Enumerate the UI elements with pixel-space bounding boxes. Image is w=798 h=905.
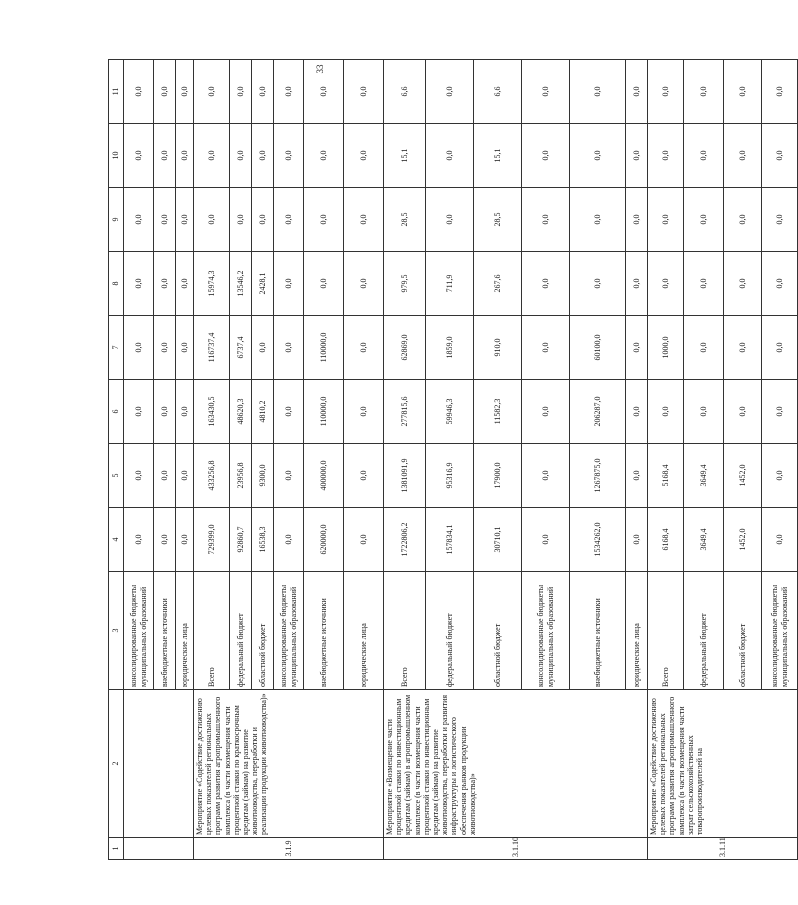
column-number: 4: [109, 508, 124, 572]
amount-cell: 0,0: [762, 252, 798, 316]
amount-cell: 1534262,0: [570, 508, 626, 572]
amount-cell: 0,0: [154, 124, 176, 188]
amount-cell: 0,0: [570, 188, 626, 252]
funding-source: внебюджетные источники: [570, 572, 626, 690]
amount-cell: 9300,0: [252, 444, 274, 508]
amount-cell: 5168,4: [648, 444, 684, 508]
amount-cell: 620000,0: [304, 508, 344, 572]
amount-cell: 1452,0: [724, 444, 762, 508]
amount-cell: 0,0: [724, 252, 762, 316]
amount-cell: 2428,1: [252, 252, 274, 316]
column-number: 2: [109, 690, 124, 838]
amount-cell: 0,0: [304, 252, 344, 316]
funding-source: областной бюджет: [252, 572, 274, 690]
amount-cell: 0,0: [626, 380, 648, 444]
amount-cell: 11582,3: [474, 380, 522, 444]
funding-source: федеральный бюджет: [684, 572, 724, 690]
funding-source: консолидированные бюджеты муниципальных образований: [274, 572, 304, 690]
amount-cell: 48620,3: [230, 380, 252, 444]
amount-cell: 28,5: [384, 188, 426, 252]
measure-name: Мероприятие «Содействие достижению целевых показателей региональных программ развития агропромышленного комплекса (в части возмещения части процентной ставки по краткосрочным кредитам (займам) на развитие животноводства, переработки и реализации продукции животноводства)»: [194, 690, 384, 838]
amount-cell: 0,0: [626, 188, 648, 252]
budget-table: [108, 59, 798, 860]
amount-cell: 1267875,0: [570, 444, 626, 508]
amount-cell: 0,0: [274, 188, 304, 252]
amount-cell: 0,0: [194, 60, 230, 124]
amount-cell: 0,0: [274, 124, 304, 188]
column-number-row: [109, 60, 124, 860]
amount-cell: 0,0: [684, 380, 724, 444]
amount-cell: 729399,0: [194, 508, 230, 572]
amount-cell: 0,0: [762, 380, 798, 444]
amount-cell: 1381091,9: [384, 444, 426, 508]
amount-cell: 0,0: [274, 444, 304, 508]
table-row: [384, 60, 426, 860]
amount-cell: 0,0: [344, 60, 384, 124]
amount-cell: 110000,0: [304, 316, 344, 380]
amount-cell: 0,0: [626, 252, 648, 316]
column-number: 5: [109, 444, 124, 508]
amount-cell: 17900,0: [474, 444, 522, 508]
funding-source: внебюджетные источники: [154, 572, 176, 690]
amount-cell: 16538,3: [252, 508, 274, 572]
amount-cell: 0,0: [344, 508, 384, 572]
amount-cell: 0,0: [274, 508, 304, 572]
amount-cell: 59946,3: [426, 380, 474, 444]
amount-cell: 116737,4: [194, 316, 230, 380]
amount-cell: 28,5: [474, 188, 522, 252]
amount-cell: 0,0: [626, 444, 648, 508]
amount-cell: 0,0: [724, 188, 762, 252]
amount-cell: 0,0: [724, 380, 762, 444]
amount-cell: 0,0: [426, 60, 474, 124]
amount-cell: 0,0: [176, 380, 194, 444]
amount-cell: 0,0: [230, 60, 252, 124]
amount-cell: 92860,7: [230, 508, 252, 572]
amount-cell: 0,0: [724, 316, 762, 380]
amount-cell: 0,0: [154, 252, 176, 316]
amount-cell: 0,0: [522, 380, 570, 444]
amount-cell: 0,0: [154, 316, 176, 380]
amount-cell: 711,9: [426, 252, 474, 316]
amount-cell: 0,0: [230, 188, 252, 252]
amount-cell: 0,0: [124, 444, 154, 508]
amount-cell: 0,0: [684, 316, 724, 380]
amount-cell: 110000,0: [304, 380, 344, 444]
funding-source: федеральный бюджет: [426, 572, 474, 690]
amount-cell: 0,0: [344, 444, 384, 508]
amount-cell: 163430,5: [194, 380, 230, 444]
measure-number: 3.1.9: [194, 838, 384, 860]
amount-cell: 0,0: [344, 252, 384, 316]
amount-cell: 0,0: [684, 60, 724, 124]
amount-cell: 267,6: [474, 252, 522, 316]
amount-cell: 979,5: [384, 252, 426, 316]
amount-cell: 0,0: [194, 188, 230, 252]
amount-cell: 433256,8: [194, 444, 230, 508]
amount-cell: 0,0: [762, 60, 798, 124]
funding-source: юридические лица: [344, 572, 384, 690]
amount-cell: 0,0: [648, 252, 684, 316]
amount-cell: 0,0: [252, 60, 274, 124]
amount-cell: 15,1: [384, 124, 426, 188]
column-number: 6: [109, 380, 124, 444]
table-row: [124, 60, 154, 860]
amount-cell: 0,0: [724, 124, 762, 188]
measure-name: Мероприятие «Возмещение части процентной ставки по инвестиционным кредитам (займам) в агропромышленном комплексе (в части возмещения части процентной ставки по инвестиционным кредитам (займам) на развитие животноводства, переработки и развития инфраструктуры и логистического обеспечения рынков продукции животноводства)»: [384, 690, 648, 838]
amount-cell: 0,0: [154, 60, 176, 124]
amount-cell: 0,0: [648, 188, 684, 252]
amount-cell: 0,0: [304, 124, 344, 188]
column-number: 10: [109, 124, 124, 188]
amount-cell: 0,0: [176, 252, 194, 316]
amount-cell: 0,0: [252, 188, 274, 252]
amount-cell: 1000,0: [648, 316, 684, 380]
amount-cell: 0,0: [522, 508, 570, 572]
amount-cell: 3649,4: [684, 508, 724, 572]
amount-cell: 0,0: [522, 444, 570, 508]
amount-cell: 0,0: [154, 380, 176, 444]
funding-source: консолидированные бюджеты муниципальных образований: [762, 572, 798, 690]
page-number: 33: [315, 64, 325, 74]
amount-cell: 0,0: [274, 252, 304, 316]
amount-cell: 0,0: [684, 188, 724, 252]
amount-cell: 0,0: [648, 60, 684, 124]
amount-cell: 0,0: [570, 252, 626, 316]
amount-cell: 0,0: [124, 60, 154, 124]
amount-cell: 0,0: [724, 60, 762, 124]
amount-cell: 23956,8: [230, 444, 252, 508]
amount-cell: 0,0: [626, 508, 648, 572]
funding-source: юридические лица: [626, 572, 648, 690]
amount-cell: 13546,2: [230, 252, 252, 316]
amount-cell: 0,0: [522, 316, 570, 380]
amount-cell: 0,0: [344, 380, 384, 444]
funding-source: консолидированные бюджеты муниципальных образований: [124, 572, 154, 690]
amount-cell: 0,0: [762, 508, 798, 572]
amount-cell: 0,0: [522, 124, 570, 188]
amount-cell: 0,0: [176, 444, 194, 508]
amount-cell: 0,0: [124, 188, 154, 252]
amount-cell: 0,0: [426, 188, 474, 252]
amount-cell: 0,0: [176, 60, 194, 124]
funding-source: областной бюджет: [724, 572, 762, 690]
amount-cell: 95316,9: [426, 444, 474, 508]
amount-cell: 0,0: [684, 124, 724, 188]
amount-cell: 0,0: [252, 124, 274, 188]
amount-cell: 15,1: [474, 124, 522, 188]
amount-cell: 0,0: [762, 188, 798, 252]
amount-cell: 0,0: [762, 316, 798, 380]
column-number: 9: [109, 188, 124, 252]
amount-cell: 0,0: [426, 124, 474, 188]
funding-source: юридические лица: [176, 572, 194, 690]
amount-cell: 0,0: [154, 508, 176, 572]
amount-cell: 0,0: [124, 380, 154, 444]
amount-cell: 0,0: [274, 316, 304, 380]
column-number: 1: [109, 838, 124, 860]
amount-cell: 0,0: [304, 60, 344, 124]
amount-cell: 0,0: [626, 316, 648, 380]
column-number: 7: [109, 316, 124, 380]
amount-cell: 0,0: [344, 316, 384, 380]
amount-cell: 1859,0: [426, 316, 474, 380]
amount-cell: 0,0: [522, 252, 570, 316]
amount-cell: 0,0: [194, 124, 230, 188]
amount-cell: 0,0: [124, 252, 154, 316]
funding-source: внебюджетные источники: [304, 572, 344, 690]
amount-cell: 0,0: [762, 124, 798, 188]
amount-cell: 6737,4: [230, 316, 252, 380]
amount-cell: 0,0: [176, 188, 194, 252]
amount-cell: 3649,4: [684, 444, 724, 508]
amount-cell: 0,0: [176, 508, 194, 572]
amount-cell: 0,0: [626, 60, 648, 124]
table-container: [108, 60, 789, 860]
amount-cell: 0,0: [626, 124, 648, 188]
amount-cell: 15974,3: [194, 252, 230, 316]
measure-number: [124, 838, 194, 860]
amount-cell: 6,6: [474, 60, 522, 124]
amount-cell: 0,0: [344, 188, 384, 252]
measure-number: 3.1.10: [384, 838, 648, 860]
amount-cell: 4810,2: [252, 380, 274, 444]
amount-cell: 0,0: [648, 124, 684, 188]
measure-name: [124, 690, 194, 838]
amount-cell: 1452,0: [724, 508, 762, 572]
column-number: 3: [109, 572, 124, 690]
amount-cell: 0,0: [344, 124, 384, 188]
amount-cell: 910,0: [474, 316, 522, 380]
amount-cell: 30710,1: [474, 508, 522, 572]
amount-cell: 0,0: [762, 444, 798, 508]
amount-cell: 0,0: [648, 380, 684, 444]
amount-cell: 0,0: [570, 60, 626, 124]
amount-cell: 0,0: [124, 508, 154, 572]
table-row: [648, 60, 684, 860]
amount-cell: 157834,1: [426, 508, 474, 572]
amount-cell: 0,0: [124, 316, 154, 380]
amount-cell: 0,0: [274, 60, 304, 124]
amount-cell: 277815,6: [384, 380, 426, 444]
amount-cell: 62869,0: [384, 316, 426, 380]
column-number: 11: [109, 60, 124, 124]
amount-cell: 60100,0: [570, 316, 626, 380]
amount-cell: 0,0: [522, 60, 570, 124]
amount-cell: 0,0: [304, 188, 344, 252]
amount-cell: 0,0: [230, 124, 252, 188]
table-row: [194, 60, 230, 860]
measure-number: 3.1.11: [648, 838, 798, 860]
amount-cell: 400000,0: [304, 444, 344, 508]
funding-source: Всего: [648, 572, 684, 690]
funding-source: Всего: [194, 572, 230, 690]
amount-cell: 0,0: [522, 188, 570, 252]
amount-cell: 0,0: [570, 124, 626, 188]
amount-cell: 0,0: [684, 252, 724, 316]
amount-cell: 206287,0: [570, 380, 626, 444]
amount-cell: 6,6: [384, 60, 426, 124]
amount-cell: 0,0: [252, 316, 274, 380]
amount-cell: 0,0: [154, 188, 176, 252]
amount-cell: 0,0: [274, 380, 304, 444]
amount-cell: 0,0: [124, 124, 154, 188]
amount-cell: 1722806,2: [384, 508, 426, 572]
amount-cell: 0,0: [176, 124, 194, 188]
amount-cell: 0,0: [154, 444, 176, 508]
funding-source: Всего: [384, 572, 426, 690]
funding-source: областной бюджет: [474, 572, 522, 690]
amount-cell: 6168,4: [648, 508, 684, 572]
measure-name: Мероприятие «Содействие достижению целевых показателей региональных программ развития агропромышленного комплекса (в части возмещения части затрат сельскохозяйственных товаропроизводителей на: [648, 690, 798, 838]
amount-cell: 0,0: [176, 316, 194, 380]
column-number: 8: [109, 252, 124, 316]
funding-source: федеральный бюджет: [230, 572, 252, 690]
funding-source: консолидированные бюджеты муниципальных образований: [522, 572, 570, 690]
